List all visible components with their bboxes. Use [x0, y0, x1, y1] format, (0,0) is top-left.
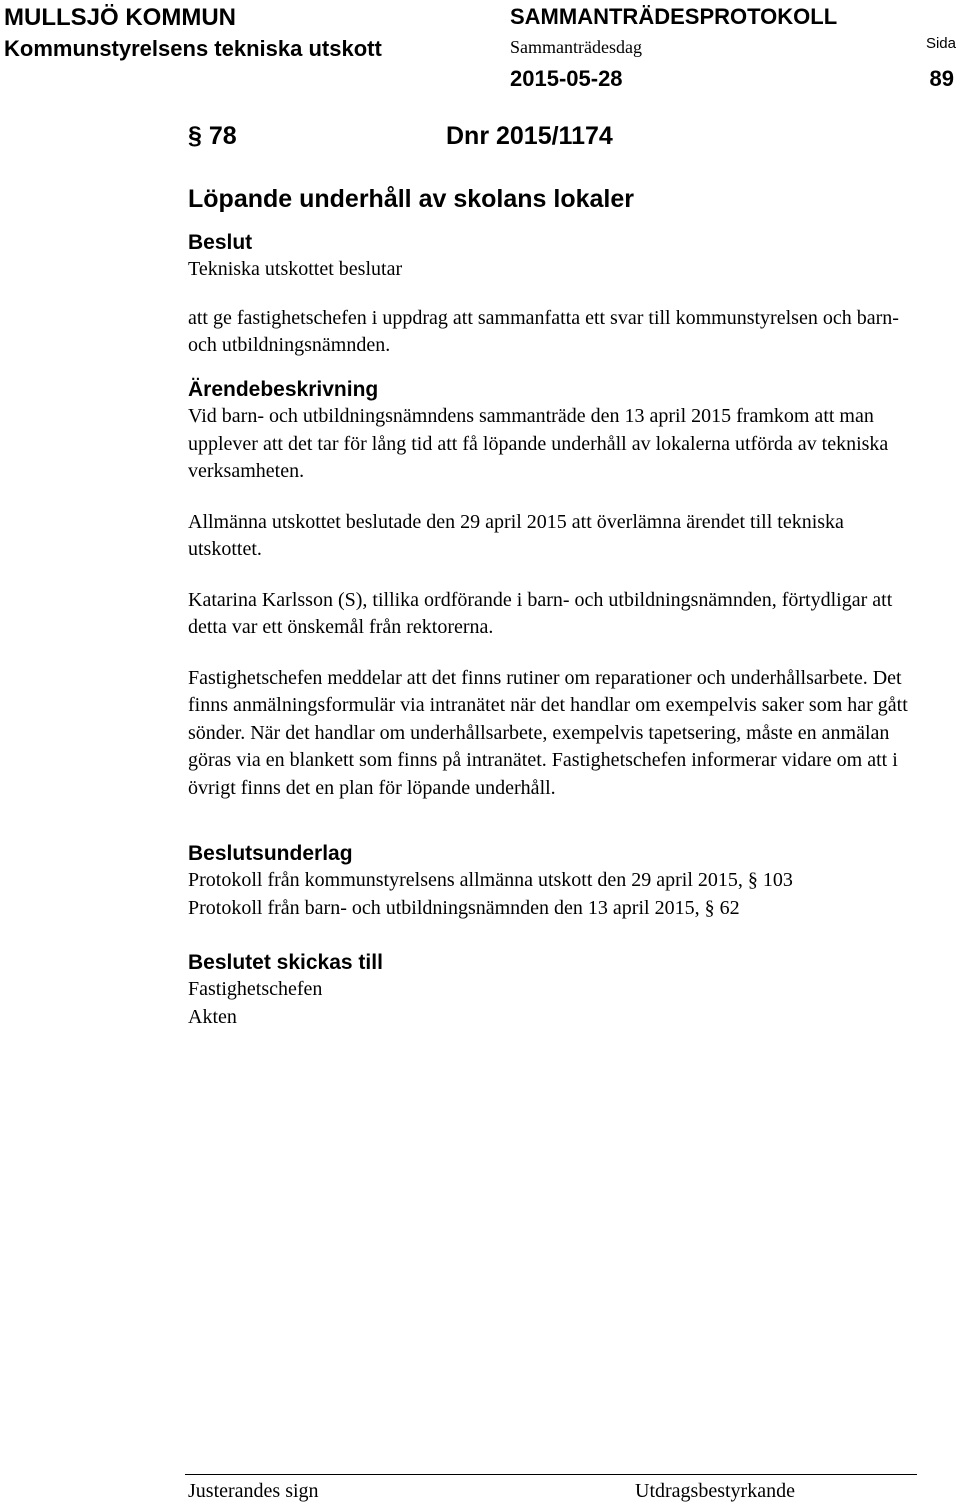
recipients-section	[188, 949, 918, 1031]
document-type: SAMMANTRÄDESPROTOKOLL	[510, 4, 838, 29]
committee-name: Kommunstyrelsens tekniska utskott	[4, 36, 382, 61]
description-paragraph: Vid barn- och utbildningsnämndens sammanträde den 13 april 2015 framkom att man upplever att det tar för lång tid att få löpande underhåll av lokalerna utförda av tekniska verksamheten.	[188, 405, 889, 482]
decision-section	[188, 229, 918, 360]
page-label: Sida	[925, 35, 956, 52]
description-paragraph: Katarina Karlsson (S), tillika ordförande i barn- och utbildningsnämnden, förtydligar att detta var ett önskemål från rektorerna.	[188, 588, 893, 638]
recipient: Fastighetschefen	[188, 978, 323, 1000]
description-paragraph: Fastighetschefen meddelar att det finns rutiner om reparationer och underhållsarbete. Det finns anmälningsformulär via intranätet när det handlar om exempelvis saker som har gått sönder. När det handlar om underhållsarbete, exempelvis tapetsering, måste en anmälan göras via en blankett som finns på intranätet. Fastighetschefen informerar vidare om att i övrigt finns det en plan för löpande underhåll.	[188, 666, 908, 799]
decision-intro: Tekniska utskottet beslutar	[188, 258, 403, 280]
signature-label: Justerandes sign	[188, 1480, 319, 1502]
recipients-heading: Beslutet skickas till	[188, 951, 383, 974]
meeting-date-label: Sammanträdesdag	[510, 37, 642, 57]
basis-section	[188, 840, 918, 922]
decision-heading: Beslut	[188, 231, 253, 254]
meeting-date: 2015-05-28	[510, 66, 623, 91]
item-title: Löpande underhåll av skolans lokaler	[188, 185, 634, 213]
basis-item: Protokoll från kommunstyrelsens allmänna utskott den 29 april 2015, § 103	[188, 869, 793, 891]
diary-number: Dnr 2015/1174	[446, 122, 613, 150]
basis-item: Protokoll från barn- och utbildningsnämnden den 13 april 2015, § 62	[188, 896, 740, 919]
certification-label: Utdragsbestyrkande	[635, 1480, 795, 1502]
page-number: 89	[929, 66, 954, 91]
footer-divider	[185, 1474, 917, 1475]
decision-text: att ge fastighetschefen i uppdrag att sammanfatta ett svar till kommunstyrelsen och barn- och utbildningsnämnden.	[188, 306, 899, 356]
paragraph-number: § 78	[188, 122, 237, 150]
description-heading: Ärendebeskrivning	[188, 378, 379, 401]
basis-heading: Beslutsunderlag	[188, 842, 353, 865]
description-section	[188, 376, 918, 802]
recipient: Akten	[188, 1005, 237, 1028]
description-paragraph: Allmänna utskottet beslutade den 29 april 2015 att överlämna ärendet till tekniska utskottet.	[188, 510, 844, 560]
municipality-name: MULLSJÖ KOMMUN	[4, 4, 236, 31]
